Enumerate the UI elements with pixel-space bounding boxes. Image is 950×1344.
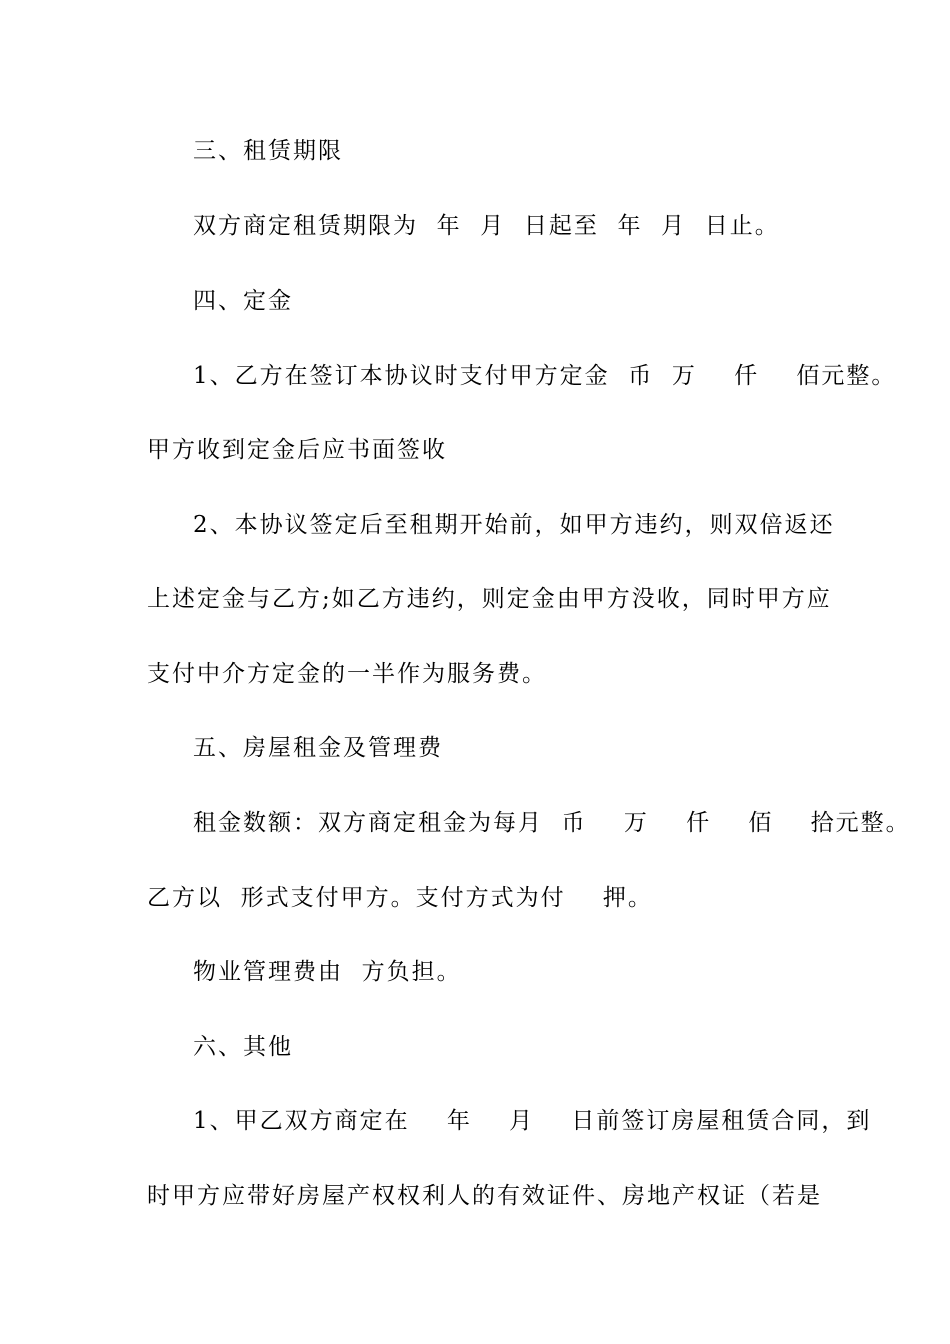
deposit-clause-1-line-1: 1、乙方在签订本协议时支付甲方定金 币 万 仟 佰元整。: [193, 363, 897, 389]
rent-amount-line-1: 租金数额：双方商定租金为每月 币 万 仟 佰 拾元整。: [193, 810, 911, 836]
lease-term-paragraph: 双方商定租赁期限为 年 月 日起至 年 月 日止。: [193, 213, 780, 239]
deposit-clause-2-line-1: 2、本协议签定后至租期开始前，如甲方违约，则双倍返还: [193, 512, 835, 538]
rent-amount-line-2: 乙方以 形式支付甲方。支付方式为付 押。: [147, 885, 653, 911]
other-clause-1-line-1: 1、甲乙双方商定在 年 月 日前签订房屋租赁合同，到: [193, 1108, 872, 1134]
section-heading-rent-and-fees: 五、房屋租金及管理费: [193, 735, 443, 761]
deposit-clause-1-line-2: 甲方收到定金后应书面签收: [147, 437, 447, 463]
section-heading-lease-term: 三、租赁期限: [193, 138, 343, 164]
other-clause-1-line-2: 时甲方应带好房屋产权权利人的有效证件、房地产权证（若是: [147, 1183, 822, 1209]
deposit-clause-2-line-3: 支付中介方定金的一半作为服务费。: [147, 661, 547, 687]
section-heading-other: 六、其他: [193, 1034, 293, 1060]
deposit-clause-2-line-2: 上述定金与乙方;如乙方违约，则定金由甲方没收，同时甲方应: [147, 586, 832, 612]
property-management-fee: 物业管理费由 方负担。: [193, 959, 462, 985]
section-heading-deposit: 四、定金: [193, 288, 293, 314]
